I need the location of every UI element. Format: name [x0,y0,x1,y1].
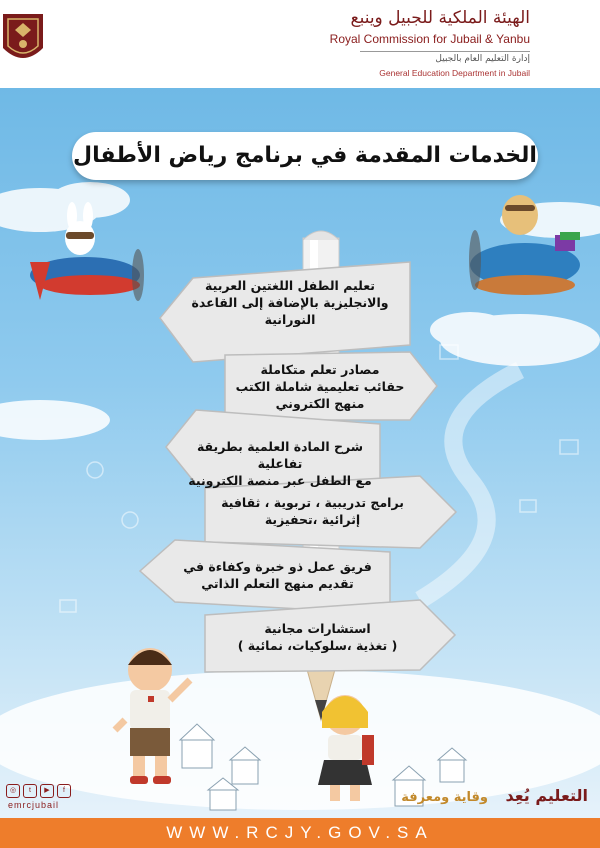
youtube-icon[interactable]: ▶ [40,784,54,798]
sign-6-line-1: استشارات مجانية [264,621,371,636]
sign-2-line-3: منهج الكتروني [275,396,365,411]
website-link[interactable]: WWW.RCJY.GOV.SA [166,823,434,842]
org-name-arabic: الهيئة الملكية للجبيل وينبع [350,8,530,28]
social-handle: emrcjubail [8,800,60,810]
sign-text-6 [210,620,425,654]
sign-text-4 [205,494,420,528]
sign-text-3 [180,438,380,489]
department-arabic: إدارة التعليم العام بالجبيل [435,54,530,64]
safety-logo: وقاية ومعرفة [401,790,488,805]
education-logo: التعليم يُعِد [505,786,588,805]
sign-5-line-2: تقديم منهج التعلم الذاتي [201,576,354,591]
sign-5-line-1: فريق عمل ذو خبرة وكفاءة في [183,559,372,574]
twitter-icon[interactable]: t [23,784,37,798]
sign-3-line-2: مع الطفل عبر منصة الكترونية [188,473,372,488]
sign-1-line-3: النورانية [264,312,316,327]
page-title: الخدمات المقدمة في برنامج رياض الأطفال [73,143,537,168]
sign-6-line-2: ( تغذية ،سلوكيات، نمائية ) [237,638,398,653]
sign-2-line-1: مصادر تعلم متكاملة [260,362,380,377]
sign-2-line-2: حقائب تعليمية شاملة الكتب [235,379,405,394]
sign-4-line-2: إثرائية ،تحفيزية [264,512,361,527]
sign-text-2 [225,361,415,412]
org-name-english: Royal Commission for Jubail & Yanbu [329,32,530,46]
department-english: General Education Department in Jubail [379,68,530,78]
sign-4-line-1: برامج تدريبية ، تربوية ، ثقافية [221,495,404,510]
sign-text-1 [176,277,404,328]
facebook-icon[interactable]: f [57,784,71,798]
sign-text-5 [165,558,390,592]
sign-1-line-2: والانجليزية بالإضافة إلى القاعدة [191,295,389,310]
sign-1-line-1: تعليم الطفل اللغتين العربية [205,278,375,293]
sign-3-line-1: شرح المادة العلمية بطريقة تفاعلية [196,439,364,471]
instagram-icon[interactable]: ◎ [6,784,20,798]
social-icons [6,784,71,798]
